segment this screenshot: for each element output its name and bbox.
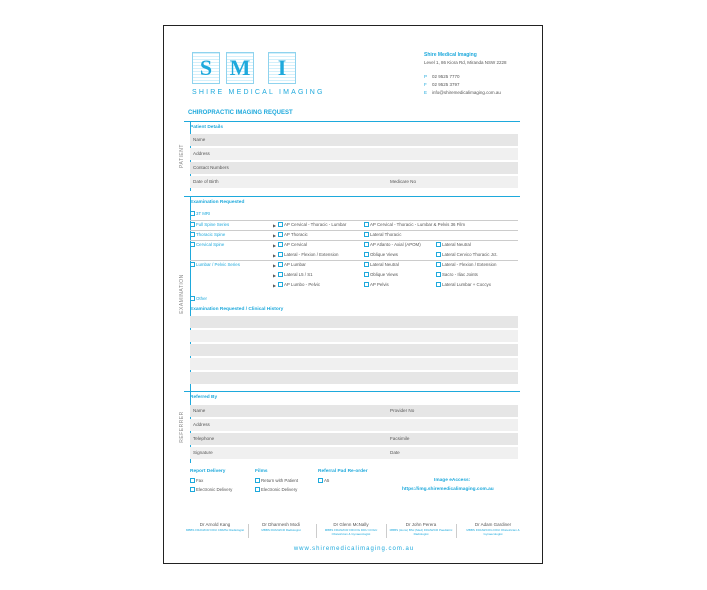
referrer-facsimile-label: Facsimile xyxy=(390,436,410,441)
referrer-date-label: Date xyxy=(390,450,400,455)
thoracic-checkbox[interactable] xyxy=(190,232,195,237)
lumbar-label: Lumbar / Pelvic Series xyxy=(196,262,240,267)
referrer-phone-field[interactable] xyxy=(190,433,518,445)
other-label: Other xyxy=(196,296,207,301)
referrer-side-label: REFERRER xyxy=(179,411,185,443)
referrer-address-field[interactable] xyxy=(190,419,518,431)
lp-7-label: AP Lumbo - Pelvic xyxy=(284,282,321,287)
films-electronic-checkbox[interactable] xyxy=(255,487,260,492)
clinical-history-line[interactable] xyxy=(190,358,518,370)
exam-lp-6[interactable] xyxy=(436,272,478,277)
exam-fs-2[interactable] xyxy=(364,222,465,227)
delivery-electronic-label: Electronic Delivery xyxy=(196,487,233,492)
referrer-name-label: Name xyxy=(193,408,206,413)
lp-2-checkbox[interactable] xyxy=(364,262,369,267)
company-address: Level 1, 86 Kiora Rd, Miranda NSW 2228 xyxy=(424,60,507,65)
referrer-signature-field[interactable] xyxy=(190,447,518,459)
doctor-quals: MBBS FRANZCOG DDU Obstetrician & Gynaecologist xyxy=(466,528,520,536)
cs-3-checkbox[interactable] xyxy=(436,242,441,247)
full-spine-label: Full Spine Series xyxy=(196,222,230,227)
exam-rule xyxy=(190,260,518,261)
doctor-name: Dr Arnold Kang xyxy=(199,522,231,527)
image-access-link[interactable]: https://img.shiremedicalimaging.com.au xyxy=(402,487,494,492)
referred-by-heading: Referred By xyxy=(190,395,218,400)
delivery-fax-checkbox[interactable] xyxy=(190,478,195,483)
referrer-name-field[interactable] xyxy=(190,405,518,417)
lp-9-label: Lateral Lumbar + Coccyx xyxy=(442,282,491,287)
exam-side-rail xyxy=(174,196,191,392)
doctor-card xyxy=(388,522,454,536)
cs-6-checkbox[interactable] xyxy=(436,252,441,257)
patient-address-label: Address xyxy=(193,151,210,156)
patient-name-label: Name xyxy=(193,137,206,142)
exam-3t-mri-label: 3T MRI xyxy=(196,211,211,216)
phone-value: 02 9525 7770 xyxy=(432,74,460,79)
exam-3t-mri-checkbox[interactable] xyxy=(190,211,195,216)
cs-1-checkbox[interactable] xyxy=(278,242,283,247)
fs-2-label: AP Cervical - Thoracic - Lumbar & Pelvis 36 Film xyxy=(370,222,465,227)
films-return-label: Return with Patient xyxy=(261,478,299,483)
request-form-sheet xyxy=(163,25,543,564)
patient-name-field[interactable] xyxy=(190,134,518,146)
cs-2-checkbox[interactable] xyxy=(364,242,369,247)
lp-2-label: Lateral Neutral xyxy=(370,262,399,267)
lp-9-checkbox[interactable] xyxy=(436,282,441,287)
cs-6-label: Lateral Cervico Thoracic Jct. xyxy=(442,252,498,257)
lp-3-label: Lateral - Flexion / Extension xyxy=(442,262,497,267)
exam-cs-4[interactable] xyxy=(278,252,338,257)
patient-dob-medicare-field[interactable] xyxy=(190,176,518,188)
lp-8-checkbox[interactable] xyxy=(364,282,369,287)
fs-1-checkbox[interactable] xyxy=(278,222,283,227)
company-phone xyxy=(424,74,460,79)
lp-5-label: Oblique Views xyxy=(370,272,398,277)
company-email xyxy=(424,90,501,95)
fax-value: 02 9525 3797 xyxy=(432,82,460,87)
arrow-right-icon: ▶ xyxy=(273,243,277,248)
referrer-telephone-label: Telephone xyxy=(193,436,215,441)
refill-a5[interactable] xyxy=(318,478,329,483)
exam-cs-5[interactable] xyxy=(364,252,398,257)
patient-top-rule xyxy=(184,121,520,122)
doctor-divider xyxy=(456,524,457,538)
company-name: Shire Medical Imaging xyxy=(424,52,477,58)
logo-subtitle: SHIRE MEDICAL IMAGING xyxy=(192,89,325,96)
exam-cs-1[interactable] xyxy=(278,242,307,247)
refill-a5-checkbox[interactable] xyxy=(318,478,323,483)
arrow-right-icon: ▶ xyxy=(273,263,277,268)
fax-label: F xyxy=(424,82,427,87)
patient-medicare-label: Medicare No xyxy=(390,179,417,184)
arrow-right-icon: ▶ xyxy=(273,273,277,278)
clinical-history-line[interactable] xyxy=(190,330,518,342)
doctor-divider xyxy=(386,524,387,538)
exam-ts-1[interactable] xyxy=(278,232,308,237)
referrer-top-rule xyxy=(184,391,520,392)
patient-address-field[interactable] xyxy=(190,148,518,160)
ts-1-checkbox[interactable] xyxy=(278,232,283,237)
other-checkbox[interactable] xyxy=(190,296,195,301)
referrer-address-label: Address xyxy=(193,422,210,427)
cs-5-checkbox[interactable] xyxy=(364,252,369,257)
cs-1-label: AP Cervical xyxy=(284,242,307,247)
lp-7-checkbox[interactable] xyxy=(278,282,283,287)
patient-contact-label: Contact Numbers xyxy=(193,165,229,170)
report-delivery-heading: Report Delivery xyxy=(190,469,226,474)
exam-lp-7[interactable] xyxy=(278,282,320,287)
lp-3-checkbox[interactable] xyxy=(436,262,441,267)
lp-5-checkbox[interactable] xyxy=(364,272,369,277)
logo-letter-s: S xyxy=(192,52,220,84)
clinical-history-line[interactable] xyxy=(190,344,518,356)
exam-cs-6[interactable] xyxy=(436,252,498,257)
cervical-checkbox[interactable] xyxy=(190,242,195,247)
films-electronic[interactable] xyxy=(255,487,297,492)
doctor-card xyxy=(318,522,384,536)
exam-rule xyxy=(190,230,518,231)
fs-1-label: AP Cervical - Thoracic - Lumbar xyxy=(284,222,347,227)
exam-lp-3[interactable] xyxy=(436,262,496,267)
refill-heading: Referral Pad Re-order xyxy=(318,469,368,474)
refill-a5-label: A5 xyxy=(324,478,330,483)
exam-lp-5[interactable] xyxy=(364,272,398,277)
company-fax xyxy=(424,82,460,87)
cs-5-label: Oblique Views xyxy=(370,252,398,257)
cs-2-label: AP Atlanto - Axial (APOM) xyxy=(370,242,421,247)
lp-4-checkbox[interactable] xyxy=(278,272,283,277)
exam-ts-2[interactable] xyxy=(364,232,401,237)
patient-dob-label: Date of Birth xyxy=(193,179,219,184)
image-access-heading: Image eAccess: xyxy=(434,478,471,483)
phone-label: P xyxy=(424,74,428,79)
form-title: CHIROPRACTIC IMAGING REQUEST xyxy=(188,110,293,116)
cervical-label: Cervical Spine xyxy=(196,242,225,247)
doctor-name: Dr Glenn McNally xyxy=(333,522,369,527)
exam-fs-1[interactable] xyxy=(278,222,346,227)
exam-lp-1[interactable] xyxy=(278,262,306,267)
exam-lp-4[interactable] xyxy=(278,272,313,277)
doctor-quals: MBBS (Hons) BSc (Med) FRANZCR Paediatric Radiologist xyxy=(389,528,453,536)
films-return-checkbox[interactable] xyxy=(255,478,260,483)
patient-contact-field[interactable] xyxy=(190,162,518,174)
doctor-name: Dr Adam Gardiner xyxy=(474,522,512,527)
cs-4-checkbox[interactable] xyxy=(278,252,283,257)
exam-other[interactable] xyxy=(190,296,207,301)
exam-lp-9[interactable] xyxy=(436,282,491,287)
lp-1-label: AP Lumbar xyxy=(284,262,306,267)
doctor-card xyxy=(460,522,526,536)
doctor-quals: MBBS FRANZCR Radiologist xyxy=(261,528,301,532)
delivery-electronic[interactable] xyxy=(190,487,232,492)
doctor-quals: MBBS FRANZCR DDU CMMSc Radiologist xyxy=(185,528,245,532)
email-value[interactable]: info@shiremedicalimaging.com.au xyxy=(432,90,501,95)
exam-thoracic-spine[interactable] xyxy=(190,232,225,237)
patient-side-label: PATIENT xyxy=(179,144,185,168)
clinical-history-line[interactable] xyxy=(190,316,518,328)
exam-rule xyxy=(190,220,518,221)
referrer-side-rail xyxy=(174,391,191,463)
arrow-right-icon: ▶ xyxy=(273,223,277,228)
ts-2-label: Lateral Thoracic xyxy=(370,232,402,237)
lp-6-label: Sacro - Iliac Joints xyxy=(442,272,478,277)
exam-cs-3[interactable] xyxy=(436,242,471,247)
exam-cs-2[interactable] xyxy=(364,242,421,247)
doctor-quals: MBBS FRANZCR FRCOG DDU COGU Obstetrician & Gynaecologist xyxy=(324,528,378,536)
exam-requested-heading: Examination Requested xyxy=(190,200,245,205)
delivery-electronic-checkbox[interactable] xyxy=(190,487,195,492)
arrow-right-icon: ▶ xyxy=(273,233,277,238)
lp-8-label: AP Pelvis xyxy=(370,282,389,287)
clinical-history-heading: Examination Requested / Clinical History xyxy=(190,307,284,312)
delivery-fax-label: Fax xyxy=(196,478,204,483)
lp-4-label: Lateral L5 / S1 xyxy=(284,272,313,277)
referrer-signature-label: Signature xyxy=(193,450,213,455)
films-heading: Films xyxy=(255,469,268,474)
thoracic-label: Thoracic Spine xyxy=(196,232,226,237)
doctor-name: Dr John Perera xyxy=(405,522,437,527)
exam-lp-8[interactable] xyxy=(364,282,389,287)
arrow-right-icon: ▶ xyxy=(273,253,277,258)
website-link[interactable]: www.shiremedicalimaging.com.au xyxy=(293,546,415,552)
delivery-fax[interactable] xyxy=(190,478,203,483)
doctor-name: Dr Dharmesh Modi xyxy=(262,522,300,527)
full-spine-checkbox[interactable] xyxy=(190,222,195,227)
clinical-history-line[interactable] xyxy=(190,372,518,384)
email-label: E xyxy=(424,90,428,95)
arrow-right-icon: ▶ xyxy=(273,283,277,288)
ts-2-checkbox[interactable] xyxy=(364,232,369,237)
exam-full-spine[interactable] xyxy=(190,222,229,227)
exam-top-rule xyxy=(184,196,520,197)
doctor-card xyxy=(182,522,248,532)
films-return[interactable] xyxy=(255,478,298,483)
lumbar-checkbox[interactable] xyxy=(190,262,195,267)
exam-lumbar-pelvic[interactable] xyxy=(190,262,240,267)
cs-4-label: Lateral - Flexion / Extension xyxy=(284,252,339,257)
doctor-card xyxy=(248,522,314,532)
logo-letter-m: M xyxy=(226,52,254,84)
exam-cervical-spine[interactable] xyxy=(190,242,224,247)
lp-1-checkbox[interactable] xyxy=(278,262,283,267)
patient-details-heading: Patient Details xyxy=(190,125,224,130)
referrer-provider-label: Provider No xyxy=(390,408,415,413)
films-electronic-label: Electronic Delivery xyxy=(261,487,298,492)
doctor-divider xyxy=(316,524,317,538)
lp-6-checkbox[interactable] xyxy=(436,272,441,277)
patient-side-rail xyxy=(174,121,191,191)
exam-lp-2[interactable] xyxy=(364,262,399,267)
cs-3-label: Lateral Neutral xyxy=(442,242,471,247)
exam-side-label: EXAMINATION xyxy=(179,274,185,314)
ts-1-label: AP Thoracic xyxy=(284,232,308,237)
logo-letter-i: I xyxy=(268,52,296,84)
exam-3t-mri[interactable] xyxy=(190,211,210,216)
exam-rule xyxy=(190,240,518,241)
fs-2-checkbox[interactable] xyxy=(364,222,369,227)
